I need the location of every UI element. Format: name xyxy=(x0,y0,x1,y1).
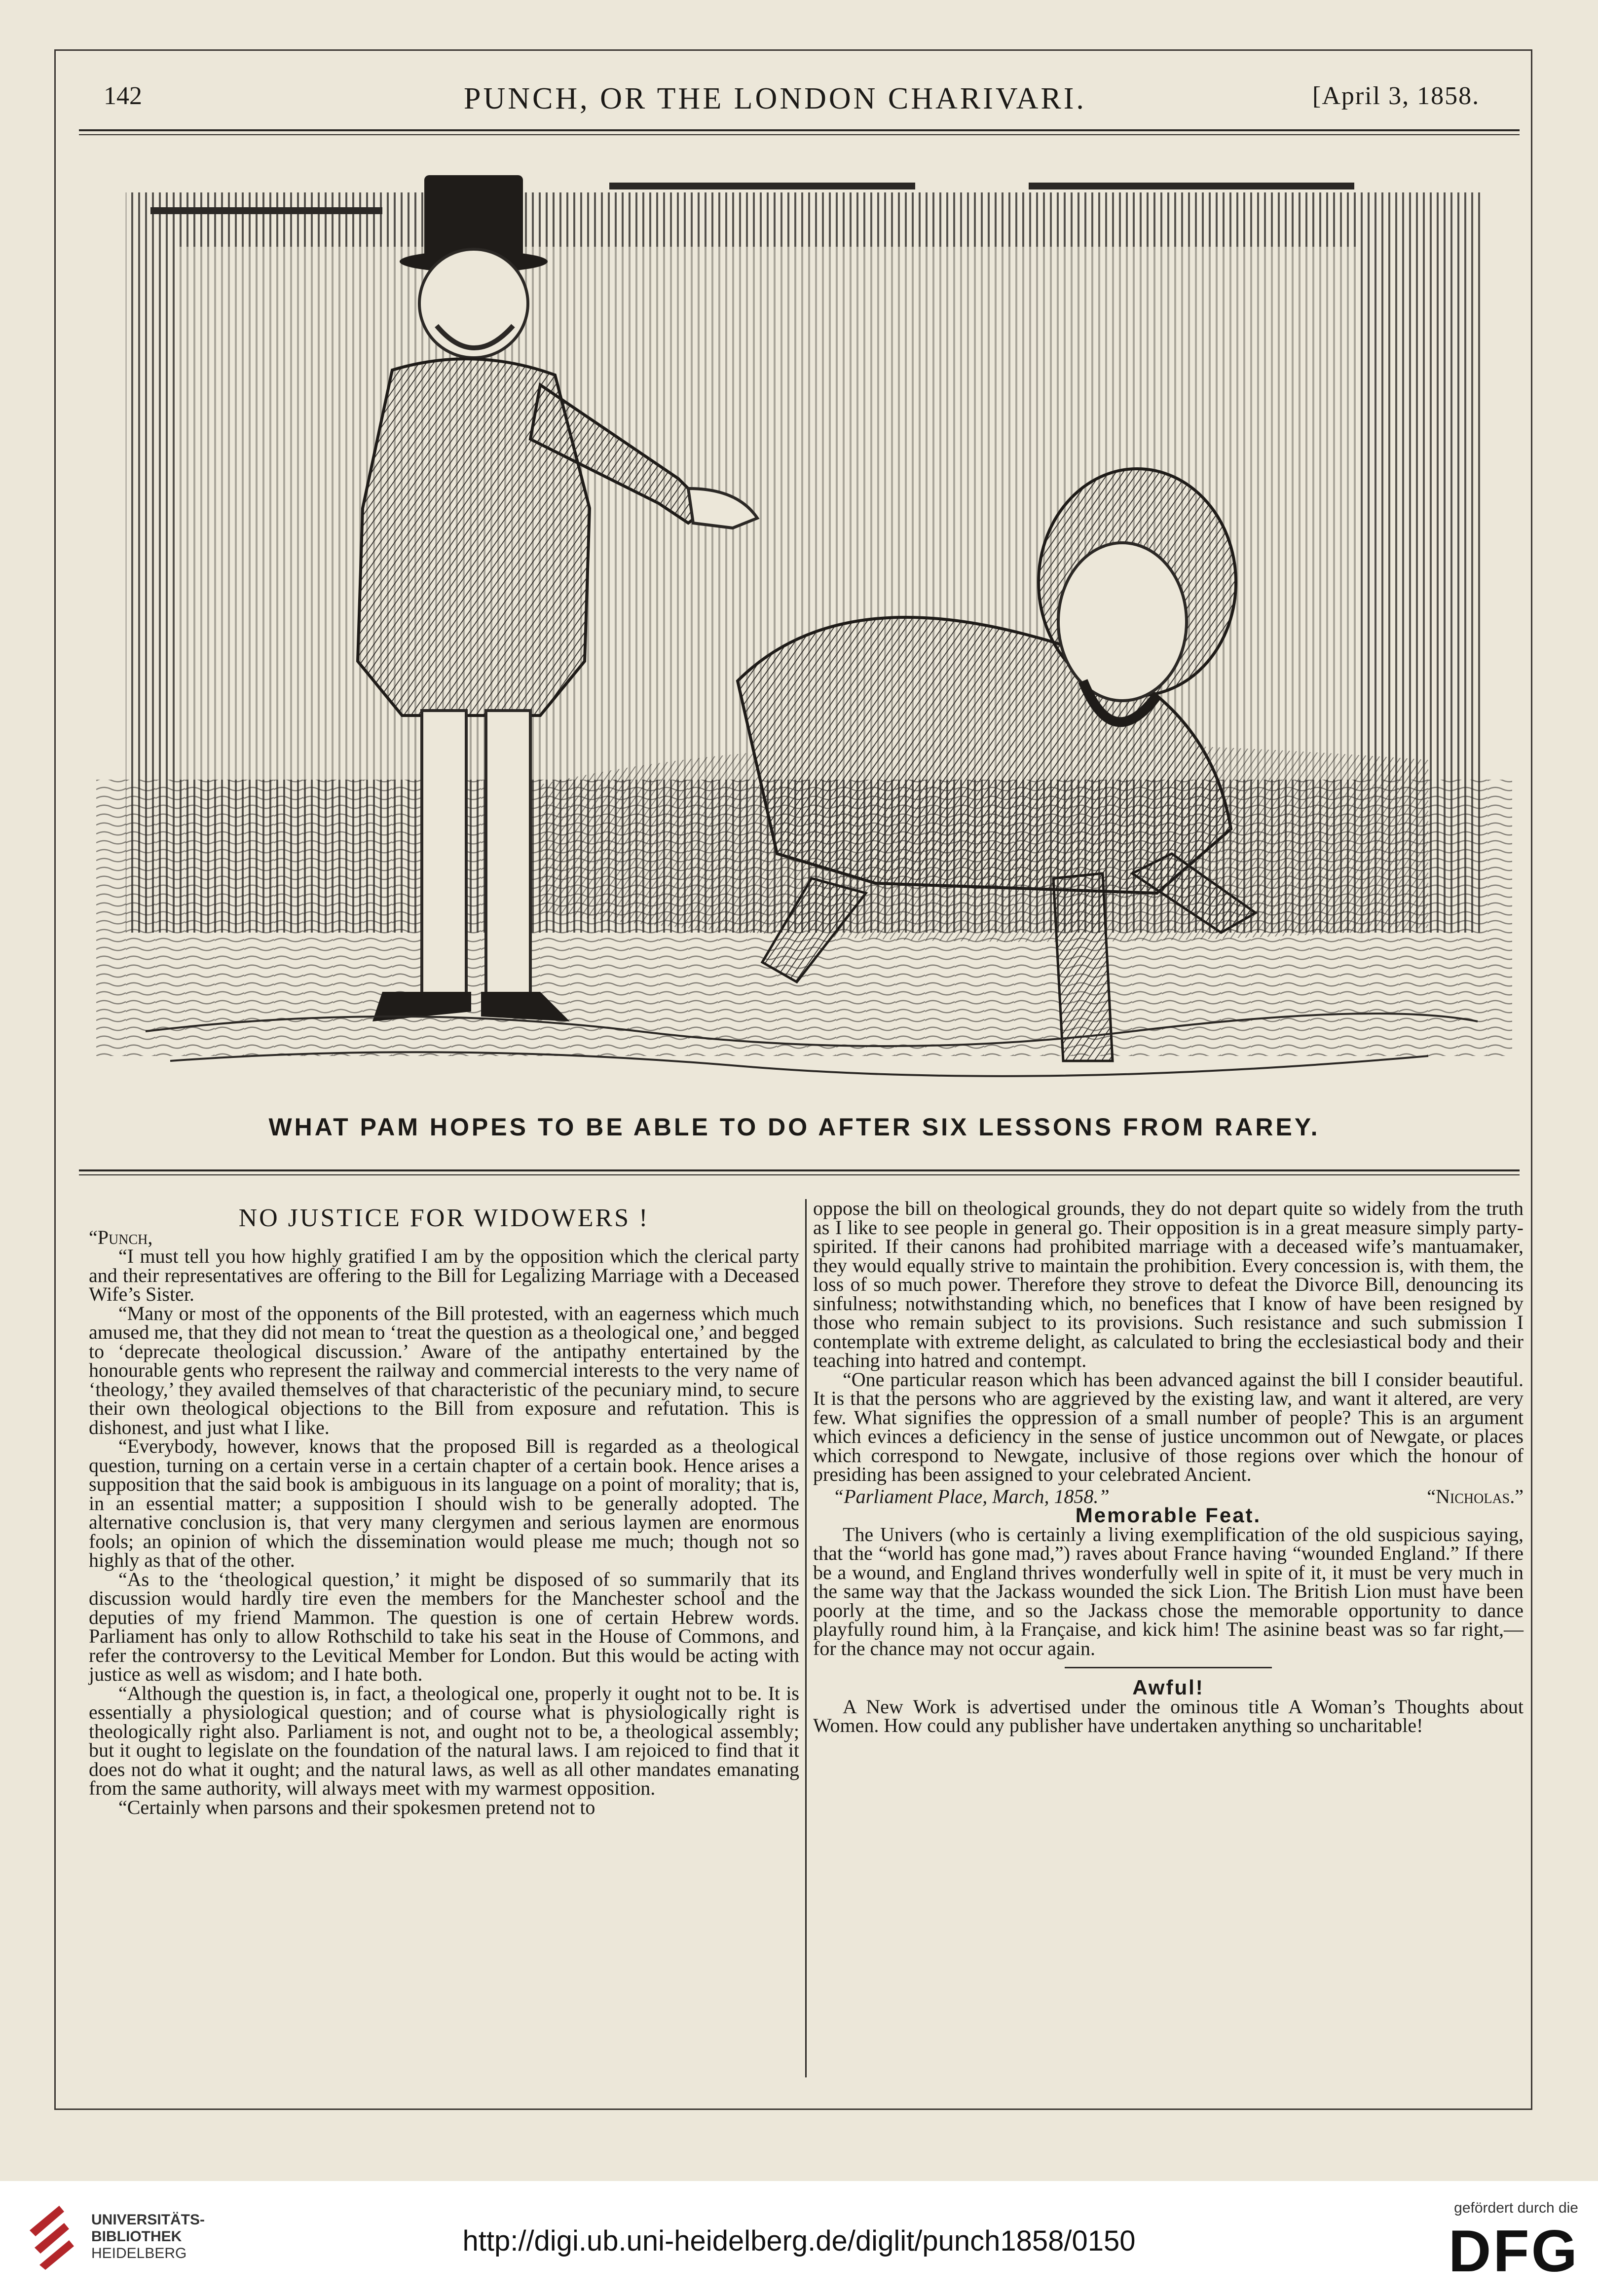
running-header xyxy=(99,81,1529,126)
paragraph: “Certainly when parsons and their spokesmen pretend not to xyxy=(118,1796,595,1818)
funding-note: gefördert durch die xyxy=(1454,2200,1578,2216)
column-divider xyxy=(805,1199,807,2077)
header-rule-thin xyxy=(79,134,1520,135)
cartoon-caption: WHAT PAM HOPES TO BE ABLE TO DO AFTER SIX LESSONS FROM RAREY. xyxy=(268,1113,1320,1141)
library-line: BIBLIOTHEK xyxy=(91,2228,182,2245)
library-line: HEIDELBERG xyxy=(91,2245,187,2261)
article-separator xyxy=(1065,1667,1272,1668)
cartoon-illustration xyxy=(96,163,1512,1100)
column-left xyxy=(89,1204,799,1818)
issue-date: [April 3, 1858. xyxy=(1312,82,1480,110)
paragraph: “Everybody, however, knows that the proposed Bill is regarded as a theological question, turning on a certain verse in a certain chapter of a certain book. Hence arises a supposition that the said book is ambiguous in its language on a point of morality; that is, in an essential matter; a supposition I should wish to be generally adopted. The alternative conclusion is, that very many clergymen and serious laymen are enormous fools; an opinion of which the dissemination would please me much; though not so highly as that of the other. xyxy=(89,1435,799,1571)
paragraph: “As to the ‘theological question,’ it might be disposed of so summarily that its discussion would hardly tire even the members for the Manchester school and the deputies of my friend Mammon. The question is one of certain Hebrew words. Parliament has only to allow Rothschild to take his seat in the House of Commons, and refer the controversy to the Levitical Member for London. But this would be acting with justice as well as wisdom; and I hate both. xyxy=(89,1568,799,1685)
paragraph: “Many or most of the opponents of the Bill protested, with an eagerness which much amused me, that they did not mean to ‘treat the question as a theological one,’ and begged to ‘deprecate theological discussion.’ Aware of the antipathy entertained by the honourable gents who represent the railway and commercial interests to the very name of ‘theology,’ they availed themselves of that characteristic of the pecuniary mind, to secure their own theological objections to the Bill from exposure and refutation. This is dishonest, and just what I like. xyxy=(89,1302,799,1438)
paragraph: A New Work is advertised under the ominous title A Woman’s Thoughts about Women. How could any publisher have undertaken anything so uncharitable! xyxy=(813,1695,1524,1736)
paragraph: “Although the question is, in fact, a theological one, properly it ought not to be. It is essentially a physiological question; and of course what is physiologically right is theologically right also. Parliament is not, and ought not to be, a theological assembly; but it ought to legislate on the foundation of the natural laws. I am rejoiced to find that it does not do what it ought; and the natural laws, as well as all other mandates emanating from the same authority, will always meet with my warmest opposition. xyxy=(89,1682,799,1799)
paragraph: “One particular reason which has been advanced against the bill I consider beautiful. It is that the persons who are aggrieved by the existing law, and want it altered, are very few. What signifies the oppression of a small number of people? This is an argument which evinces a deficiency in the sense of justice uncommon out of Newgate, or places which correspond to Newgate, inclusive of those regions over which the honour of presiding has been assigned to your celebrated Ancient. xyxy=(813,1368,1524,1485)
paragraph: oppose the bill on theological grounds, they do not depart quite so widely from the truth as I like to see people in general go. Their opposition is in a great measure simply party-spirited. If their canons had prohibited marriage with a deceased wife’s mantuamaker, they would equally strive to maintain the prohibition. Every concession is, with them, the loss of so much power. Therefore they strove to defeat the Divorce Bill, denouncing its sinfulness; notwithstanding which, no benefices that I know of have been resigned by those who remain subject to its provisions. Such resistance and such submission I contemplate with extreme delight, as calculated to bring the ecclesiastical body and their teaching into hatred and contempt. xyxy=(813,1197,1524,1371)
dateline-place: “Parliament Place, March, 1858.” xyxy=(833,1485,1110,1507)
paragraph: “I must tell you how highly gratified I am by the opposition which the clerical party and their representatives are offering to the Bill for Legalizing Marriage with a Deceased Wife’s Sister. xyxy=(89,1245,799,1305)
article-title-widowers: NO JUSTICE FOR WIDOWERS ! xyxy=(238,1204,650,1232)
digitization-footer xyxy=(0,2181,1598,2296)
column-right xyxy=(813,1199,1524,1735)
running-title: PUNCH, OR THE LONDON CHARIVARI. xyxy=(464,82,1086,115)
section-rule xyxy=(79,1169,1520,1171)
library-line: UNIVERSITÄTS- xyxy=(91,2212,205,2228)
article-title-awful: Awful! xyxy=(1132,1676,1204,1699)
dfg-logo: DFG xyxy=(1448,2218,1579,2284)
letter-signature: “Nicholas.” xyxy=(1427,1485,1524,1507)
paragraph: The Univers (who is certainly a living exemplification of the old suspicious saying, that the “world has gone mad,”) raves about France having “wounded England.” If there be a wound, and England thrives wonderfully well in spite of it, it must be very much in the same way that the Jackass wounded the sick Lion. The British Lion must have been poorly at the time, and so the Jackass chose the memorable opportunity to dance playfully round him, à la Française, and kick him! The asinine beast was so far right,—for the chance may not occur again. xyxy=(813,1523,1524,1659)
page-number: 142 xyxy=(104,82,142,110)
article-title-feat: Memorable Feat. xyxy=(1075,1504,1262,1527)
header-rule xyxy=(79,129,1520,131)
section-rule-thin xyxy=(79,1174,1520,1175)
salutation: “Punch, xyxy=(89,1226,153,1248)
permalink-url[interactable]: http://digi.ub.uni-heidelberg.de/diglit/punch1858/0150 xyxy=(462,2225,1136,2257)
